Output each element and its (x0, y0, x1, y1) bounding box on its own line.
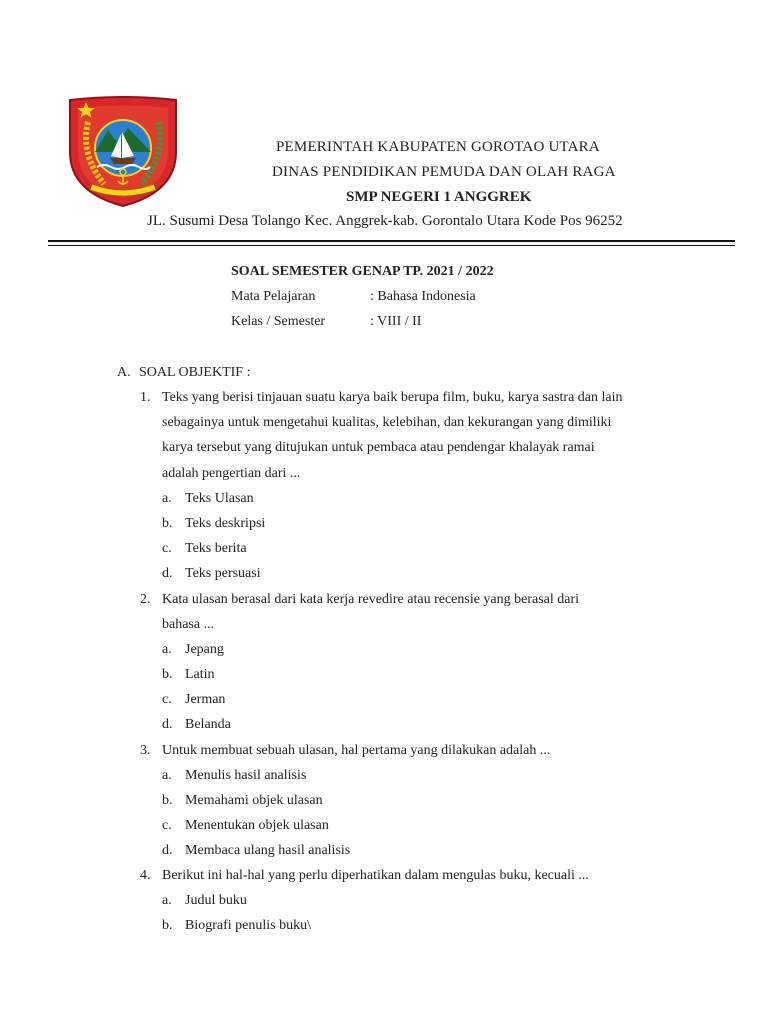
school-address: JL. Susumi Desa Tolango Kec. Anggrek-kab. Gorontalo Utara Kode Pos 96252 (147, 213, 623, 229)
header-divider-thin (48, 245, 735, 246)
option-text: Latin (185, 667, 215, 682)
class-label: Kelas / Semester (231, 314, 326, 329)
option-letter: a. (162, 768, 172, 783)
option-letter: c. (162, 541, 172, 556)
regency-emblem-logo (64, 92, 182, 210)
option-text: Jepang (185, 642, 224, 657)
subject-value: : Bahasa Indonesia (370, 289, 476, 304)
option-text: Menulis hasil analisis (185, 768, 307, 783)
option-letter: b. (162, 918, 173, 933)
header-line-2: DINAS PENDIDIKAN PEMUDA DAN OLAH RAGA (272, 164, 616, 180)
question-number: 3. (140, 743, 151, 758)
option-text: Jerman (185, 692, 226, 707)
question-number: 4. (140, 868, 151, 883)
option-text: Judul buku (185, 893, 247, 908)
option-letter: d. (162, 717, 173, 732)
option-letter: d. (162, 566, 173, 581)
option-letter: a. (162, 893, 172, 908)
header-line-1: PEMERINTAH KABUPATEN GOROTAO UTARA (276, 139, 600, 155)
question-text-line: adalah pengertian dari ... (162, 466, 301, 481)
school-name: SMP NEGERI 1 ANGGREK (346, 189, 532, 205)
question-text-line: karya tersebut yang ditujukan untuk pembaca atau pendengar khalayak ramai (162, 440, 595, 455)
option-text: Menentukan objek ulasan (185, 818, 329, 833)
question-number: 1. (140, 390, 151, 405)
option-letter: c. (162, 818, 172, 833)
option-letter: c. (162, 692, 172, 707)
option-letter: b. (162, 793, 173, 808)
option-letter: a. (162, 642, 172, 657)
option-letter: a. (162, 491, 172, 506)
option-text: Teks Ulasan (185, 491, 254, 506)
question-text-line: bahasa ... (162, 617, 215, 632)
option-text: Membaca ulang hasil analisis (185, 843, 351, 858)
option-text: Teks berita (185, 541, 247, 556)
option-text: Teks persuasi (185, 566, 261, 581)
question-text-line: Berikut ini hal-hal yang perlu diperhatikan dalam mengulas buku, kecuali ... (162, 868, 589, 883)
option-text: Teks deskripsi (185, 516, 266, 531)
class-value: : VIII / II (370, 314, 422, 329)
question-text-line: Untuk membuat sebuah ulasan, hal pertama yang dilakukan adalah ... (162, 743, 551, 758)
question-text-line: Teks yang berisi tinjauan suatu karya baik berupa film, buku, karya sastra dan lain (162, 390, 623, 405)
subject-label: Mata Pelajaran (231, 289, 316, 304)
option-text: Belanda (185, 717, 231, 732)
option-letter: b. (162, 667, 173, 682)
question-text-line: sebagainya untuk mengetahui kualitas, kelebihan, dan kekurangan yang dimiliki (162, 415, 612, 430)
question-text-line: Kata ulasan berasal dari kata kerja revedire atau recensie yang berasal dari (162, 592, 580, 607)
option-text: Memahami objek ulasan (185, 793, 323, 808)
exam-title: SOAL SEMESTER GENAP TP. 2021 / 2022 (231, 264, 494, 279)
option-text: Biografi penulis buku\ (185, 918, 311, 933)
section-title: SOAL OBJEKTIF : (139, 365, 251, 380)
question-number: 2. (140, 592, 151, 607)
option-letter: b. (162, 516, 173, 531)
section-marker: A. (117, 365, 131, 380)
header-divider-thick (48, 240, 735, 242)
option-letter: d. (162, 843, 173, 858)
